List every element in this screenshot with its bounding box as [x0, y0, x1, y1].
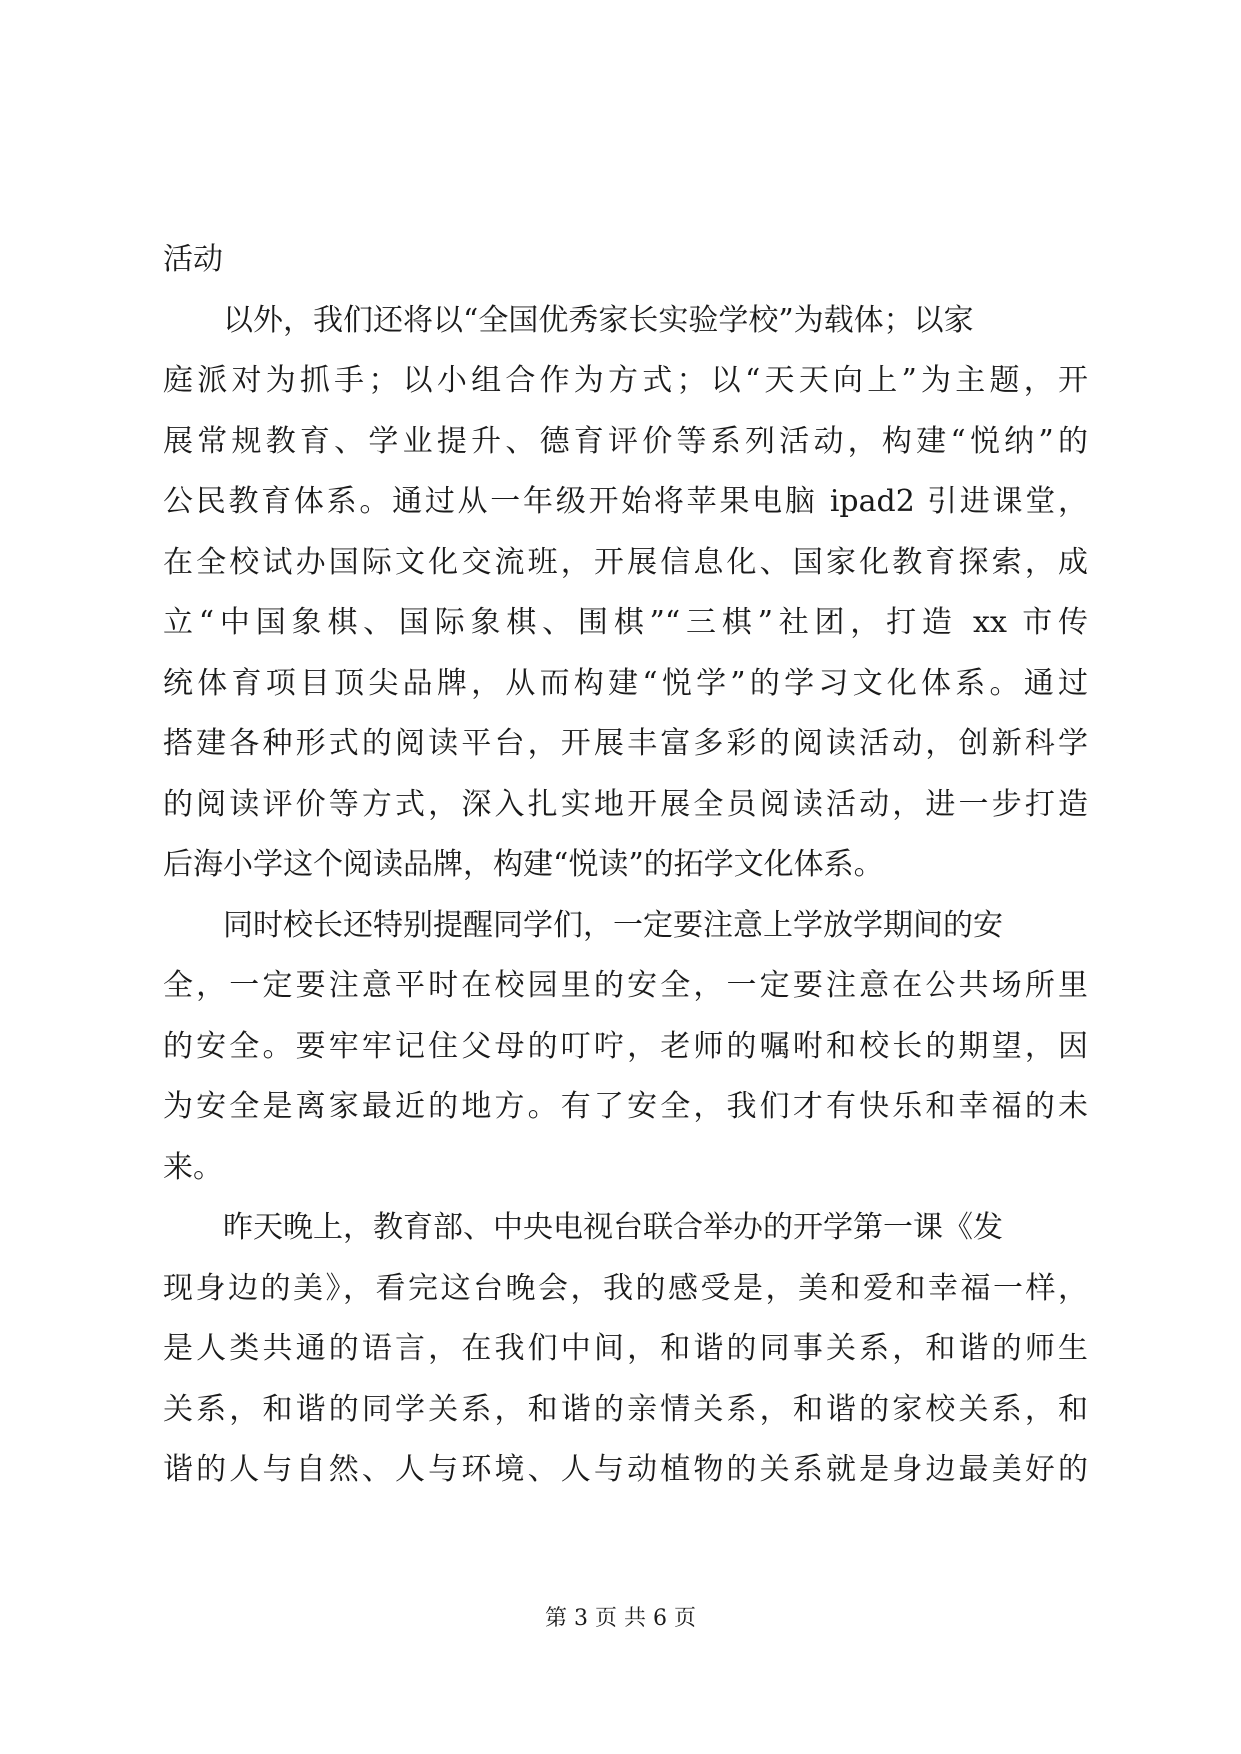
text-line: 为安全是离家最近的地方。有了安全，我们才有快乐和幸福的未	[163, 1089, 1088, 1124]
text-line: 立“中国象棋、国际象棋、围棋”“三棋”社团，打造 xx 市传	[163, 605, 1088, 640]
text-line: 活动	[163, 242, 223, 277]
text-line: 来。	[163, 1149, 223, 1185]
text-line: 是人类共通的语言，在我们中间，和谐的同事关系，和谐的师生	[163, 1331, 1088, 1366]
text-line: 以外，我们还将以“全国优秀家长实验学校”为载体；以家	[223, 302, 974, 338]
text-line: 同时校长还特别提醒同学们，一定要注意上学放学期间的安	[223, 907, 1003, 943]
text-line: 在全校试办国际文化交流班，开展信息化、国家化教育探索，成	[163, 544, 1088, 580]
text-line: 全，一定要注意平时在校园里的安全，一定要注意在公共场所里	[163, 968, 1088, 1003]
text-line: 的阅读评价等方式，深入扎实地开展全员阅读活动，进一步打造	[163, 786, 1088, 822]
body-text	[163, 230, 1088, 1501]
text-line: 昨天晚上，教育部、中央电视台联合举办的开学第一课《发	[223, 1210, 1003, 1245]
text-line: 谐的人与自然、人与环境、人与动植物的关系就是身边最美好的	[163, 1452, 1088, 1487]
text-line: 庭派对为抓手；以小组合作为方式；以“天天向上”为主题，开	[163, 363, 1088, 398]
text-line: 公民教育体系。通过从一年级开始将苹果电脑 ipad2 引进课堂，	[163, 484, 1088, 519]
text-line: 现身边的美》，看完这台晚会，我的感受是，美和爱和幸福一样，	[163, 1270, 1088, 1306]
text-line: 统体育项目顶尖品牌，从而构建“悦学”的学习文化体系。通过	[163, 665, 1088, 701]
text-line: 关系，和谐的同学关系，和谐的亲情关系，和谐的家校关系，和	[163, 1391, 1088, 1427]
text-line: 搭建各种形式的阅读平台，开展丰富多彩的阅读活动，创新科学	[163, 726, 1088, 761]
text-line: 展常规教育、学业提升、德育评价等系列活动，构建“悦纳”的	[163, 423, 1088, 459]
text-line: 后海小学这个阅读品牌，构建“悦读”的拓学文化体系。	[163, 847, 884, 882]
text-line: 的安全。要牢牢记住父母的叮咛，老师的嘱咐和校长的期望，因	[163, 1028, 1088, 1064]
page-footer: 第 3 页 共 6 页	[545, 1606, 696, 1631]
